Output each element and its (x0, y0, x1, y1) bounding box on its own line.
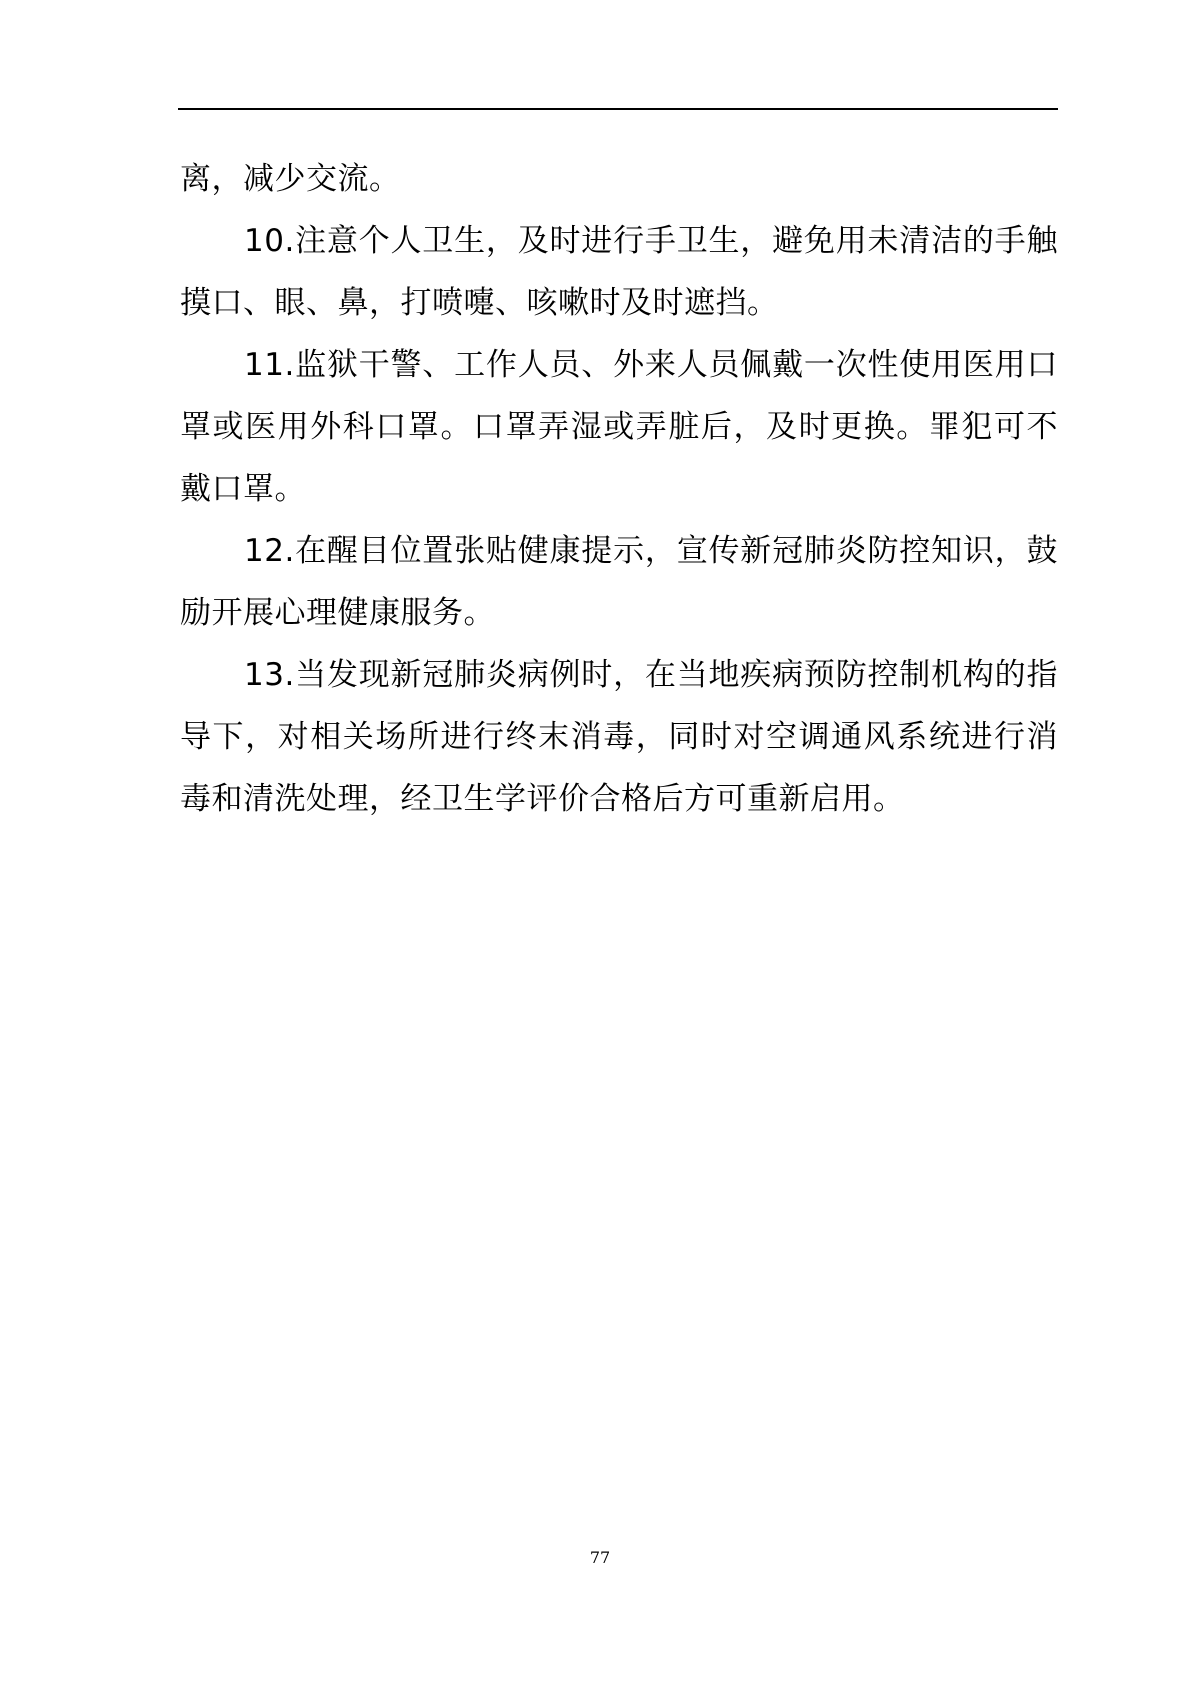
header-rule (178, 108, 1058, 110)
paragraph-item-10: 10.注意个人卫生，及时进行手卫生，避免用未清洁的手触摸口、眼、鼻，打喷嚏、咳嗽时及时遮挡。 (180, 223, 1058, 321)
document-body (180, 148, 1058, 830)
paragraph-item-12: 12.在醒目位置张贴健康提示，宣传新冠肺炎防控知识，鼓励开展心理健康服务。 (180, 533, 1058, 631)
paragraph-item-13: 13.当发现新冠肺炎病例时，在当地疾病预防控制机构的指导下，对相关场所进行终末消毒，同时对空调通风系统进行消毒和清洗处理，经卫生学评价合格后方可重新启用。 (180, 657, 1058, 817)
paragraph-item-11: 11.监狱干警、工作人员、外来人员佩戴一次性使用医用口罩或医用外科口罩。口罩弄湿或弄脏后，及时更换。罪犯可不戴口罩。 (180, 347, 1058, 507)
page-number: 77 (589, 1548, 611, 1567)
paragraph-continuation: 离，减少交流。 (180, 161, 401, 197)
